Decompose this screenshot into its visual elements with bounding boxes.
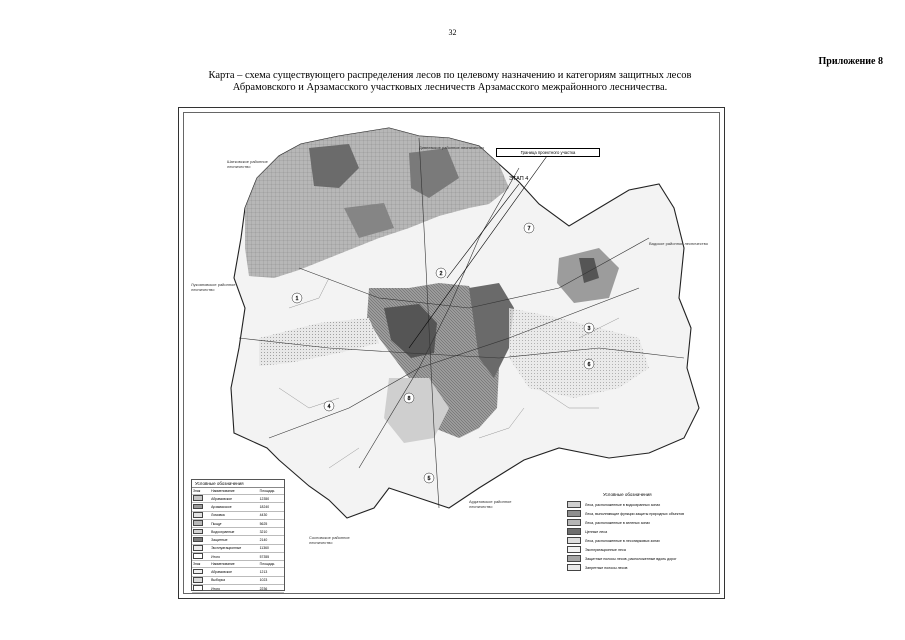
neighbor-label-3: Вадское районное лесничество [649, 241, 708, 246]
legend-swatch [193, 569, 203, 575]
legend-row-name: Абрамовское [210, 495, 259, 503]
legend-swatch [193, 577, 203, 583]
neighbor-label-5: Ардатовское районное лесничество [469, 499, 512, 509]
quarter-marker-1 [292, 293, 302, 303]
legend-left-header-area: Площадь [259, 488, 284, 495]
legend-swatch [193, 495, 203, 501]
legend-row-text: Леса, выполняющие функции защиты природных объектов [585, 511, 685, 516]
legend-right-row [567, 509, 709, 518]
page-number: 32 [448, 28, 457, 37]
legend-left-footer-header-sign: Знак [192, 561, 210, 568]
legend-row-value: 2236 [259, 584, 284, 592]
legend-swatch [193, 537, 203, 543]
legend-row-value: 4430 [259, 511, 284, 519]
legend-swatch [193, 553, 203, 559]
legend-swatch [567, 537, 581, 544]
quarter-marker-7 [524, 223, 534, 233]
legend-row-value: 3210 [259, 528, 284, 536]
svg-text:4: 4 [327, 404, 331, 410]
map-title [150, 70, 750, 94]
legend-left-header [192, 488, 284, 495]
legend-row-value: 2140 [259, 536, 284, 544]
legend-left-footer-header-name: Наименование [210, 561, 259, 568]
legend-row-name: Защитные [210, 536, 259, 544]
legend-swatch [193, 585, 203, 591]
quarter-marker-4 [324, 401, 334, 411]
legend-right-title: Условные обозначения [603, 492, 652, 497]
legend-row-name: Абрамовское [210, 568, 259, 576]
legend-right-row [567, 554, 709, 563]
legend-left-footer-row [192, 584, 284, 592]
legend-left-footer-header-area: Площадь [259, 561, 284, 568]
legend-left-table [192, 488, 284, 593]
appendix-label: Приложение 8 [818, 56, 883, 67]
quarter-marker-6 [584, 359, 594, 369]
legend-right-row [567, 500, 709, 509]
legend-swatch [193, 545, 203, 551]
legend-left-footer-header [192, 561, 284, 568]
legend-swatch [193, 520, 203, 526]
legend-row-value: 1213 [259, 568, 284, 576]
legend-swatch [567, 501, 581, 508]
legend-right-row [567, 563, 709, 572]
legend-row-name: Выборка [210, 576, 259, 584]
legend-row-name: Итого [210, 584, 259, 592]
legend-swatch [193, 504, 203, 510]
legend-left-header-name: Наименование [210, 488, 259, 495]
legend-right-row [567, 545, 709, 554]
legend-swatch [567, 519, 581, 526]
legend-row-value: 18240 [259, 503, 284, 511]
legend-swatch [567, 528, 581, 535]
legend-row-value: 12350 [259, 495, 284, 503]
legend-row-text: Запретные полосы лесов [585, 565, 628, 570]
legend-row-text: Леса, расположенные в водоохранных зонах [585, 502, 661, 507]
legend-row-name: Пыщуг [210, 519, 259, 527]
legend-left-row [192, 503, 284, 511]
legend-swatch [567, 564, 581, 571]
legend-row-value: 11360 [259, 544, 284, 552]
neighbor-label-6: Сосновское районное лесничество [309, 535, 350, 545]
legend-row-name: Водоохранные [210, 528, 259, 536]
legend-left-row [192, 544, 284, 552]
legend-right-row [567, 527, 709, 536]
neighbor-label-4: Лукояновское районное лесничество [191, 282, 236, 292]
legend-row-text: Эксплуатационные леса [585, 547, 626, 552]
legend-left-row [192, 511, 284, 519]
svg-text:5: 5 [427, 476, 431, 482]
legend-swatch [193, 529, 203, 535]
svg-text:3: 3 [587, 326, 591, 332]
svg-text:2: 2 [439, 271, 443, 277]
legend-left-row [192, 495, 284, 503]
legend-swatch [567, 510, 581, 517]
legend-row-text: Леса, расположенные в лесопарковых зонах [585, 538, 660, 543]
svg-text:8: 8 [407, 396, 411, 402]
neighbor-label-2: Дивеевское районное лесничество [419, 145, 485, 150]
legend-left-row [192, 536, 284, 544]
etap-label: ЭТАП 4 [509, 176, 529, 182]
quarter-marker-8 [404, 393, 414, 403]
legend-left-title: Условные обозначения [192, 480, 284, 488]
legend-row-text: Леса, расположенные в зеленых зонах [585, 520, 651, 525]
legend-row-name: Ломовка [210, 511, 259, 519]
neighbor-label-1: Шатковское районное лесничество [227, 159, 268, 169]
legend-right-row [567, 536, 709, 545]
quarter-marker-2 [436, 268, 446, 278]
svg-text:7: 7 [527, 226, 531, 232]
legend-row-name: Эксплуатационные [210, 544, 259, 552]
legend-row-value: 57355 [259, 553, 284, 561]
map-frame [178, 107, 725, 599]
legend-row-text: Ценные леса [585, 529, 608, 534]
map-title-line-2: Абрамовского и Арзамасского участковых лесничеств Арзамасского межрайонного лесничества. [232, 82, 668, 93]
legend-left-footer-row [192, 568, 284, 576]
legend-left-header-sign: Знак [192, 488, 210, 495]
legend-right [567, 492, 709, 572]
legend-swatch [193, 512, 203, 518]
legend-row-text: Защитные полосы лесов, расположенные вдоль дорог [585, 556, 677, 561]
legend-left-row [192, 553, 284, 561]
legend-left [191, 479, 285, 591]
legend-left-row [192, 519, 284, 527]
svg-text:6: 6 [587, 362, 591, 368]
map-title-line-1: Карта – схема существующего распределения лесов по целевому назначению и категориям защитных лесов [208, 70, 692, 81]
legend-left-footer-row [192, 576, 284, 584]
legend-left-row [192, 528, 284, 536]
quarter-marker-5 [424, 473, 434, 483]
legend-swatch [567, 555, 581, 562]
legend-row-value: 1023 [259, 576, 284, 584]
legend-row-name: Арзамасское [210, 503, 259, 511]
legend-row-value: 5625 [259, 519, 284, 527]
legend-row-name: Итого [210, 553, 259, 561]
legend-swatch [567, 546, 581, 553]
quarter-marker-3 [584, 323, 594, 333]
boundary-callout: Граница проектного участка [496, 148, 600, 157]
svg-text:1: 1 [295, 296, 299, 302]
legend-right-row [567, 518, 709, 527]
